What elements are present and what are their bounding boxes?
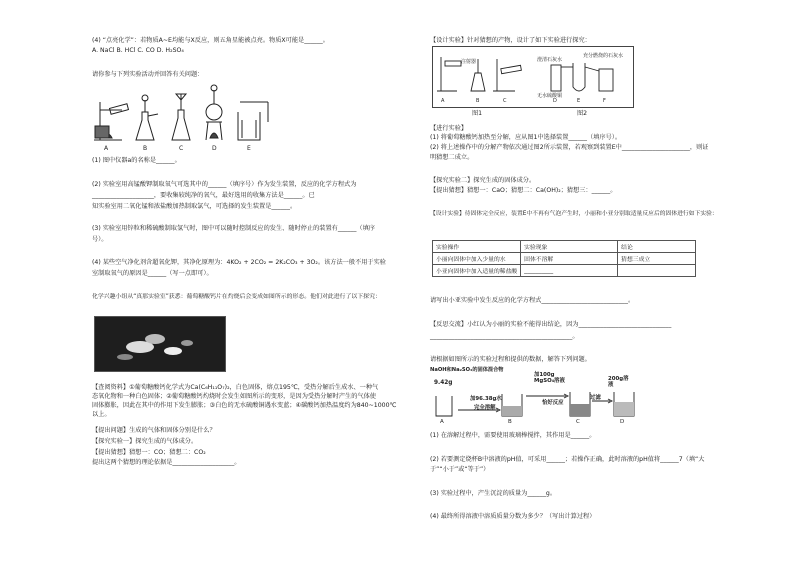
hypothesis-1: 【提出猜想】猜想一：CO；猜想二：CO₂	[92, 449, 206, 456]
explore-2: 【探究实验二】探究生成的固体成分。	[430, 177, 536, 184]
flow-mgso4: 加100g MgSO₄溶液	[534, 372, 565, 384]
question-2-2c: 知实验室用二氧化锰和浓盐酸加热制取氯气，可选择的发生装置是______。	[92, 203, 297, 210]
table-cell: 小丽向固体中加入少量的水	[433, 253, 521, 265]
question-2-3a: (3) 实验室用锌粒和稀硫酸制取氢气时，图中可以随时控制反应的发生、随时停止的装置有______（填序	[92, 225, 375, 232]
question-3-intro: 化学兴趣小组从“真那实验室”获悉：葡萄糖酸钙片在灼烧后会变成如图所示的形态。他们对此进行了以下探究：	[92, 294, 381, 300]
procedure-2a: (2) 将上述操作中的分解产物依次通过图2所示装置，若观察到装置E中______________________，则证	[430, 144, 709, 151]
design-2: 【设计实验】待固体完全反应，装置E中不再有气泡产生时，小丽和小亚分别取适量反应后的固体进行如下实验：	[430, 211, 718, 217]
reference-b: 态氧化物和一种白色固体；②葡萄糖酸钙灼烧时会发生如图所示的变形，是因为受热分解时产生的气体使	[92, 393, 376, 400]
reference-c: 固体膨胀，因此在其中的作用下发生膨胀；③白色的无水硫酸铜遇水变蓝；④碳酸钙加热温度约为840~1000℃	[92, 402, 397, 409]
flow-react: 恰好反应	[542, 400, 564, 406]
label-b: B	[143, 145, 148, 152]
equation-line: 请写出小亚实验中发生反应的化学方程式____________________________。	[430, 297, 635, 304]
fig1-label-a: A	[441, 98, 445, 104]
reflection-b: ______________________________________________。	[430, 333, 579, 340]
calc-question-3: (3) 实验过程中，产生沉淀的质量为______g。	[430, 490, 557, 497]
flow-mass-1: 9.42g	[434, 380, 453, 386]
fig2-label-d: D	[553, 98, 557, 104]
table-header: 结论	[618, 241, 696, 253]
table-cell: 小亚向固体中加入适量的稀盐酸	[433, 265, 521, 277]
question-2-2a: (2) 实验室用高锰酸钾制取氧气可选其中的______（填序号）作为发生装置，反应的化学方程式为	[92, 181, 357, 188]
reference-d: 以上。	[92, 411, 111, 418]
flow-dissolve: 完全溶解	[474, 405, 496, 411]
flow-label-a: A	[440, 419, 444, 424]
flow-filter: 过滤	[590, 395, 601, 401]
fig1-syringe-note: 注射器	[461, 59, 477, 65]
procedure-1: (1) 将葡萄糖酸钙加热至分解，应从图1中选择装置______（填序号）。	[430, 134, 622, 141]
apparatus-b	[136, 95, 158, 140]
calc-question-4: (4) 最终所得溶液中溶质质量分数为多少？（写出计算过程）	[430, 513, 596, 520]
calc-question-2a: (2) 若要测定烧杯B中溶液的pH值，可采用______；若操作正确，此时溶液的pH值将______7（填“大	[430, 456, 705, 463]
fig2-label-f: F	[603, 98, 606, 104]
issue-1: 【提出问题】生成的气体和固体分别是什么？	[92, 427, 216, 434]
label-d: D	[212, 145, 217, 152]
fig2-note-1: 澄清石灰水	[537, 57, 563, 63]
lab-apparatus-figure	[92, 82, 282, 152]
reaction-flow-diagram	[430, 366, 650, 424]
table-cell: 固体不溶解	[521, 253, 618, 265]
question-2-4b: 室制取氧气的原因是______（写一点即可）。	[92, 270, 213, 277]
reflection-a: 【反思交流】小红认为小丽的实验不能得出结论，因为______________________________	[430, 321, 672, 328]
experiment-table	[432, 240, 696, 277]
apparatus-a	[94, 102, 128, 140]
fig2-label-e: E	[577, 98, 581, 104]
design-title: 【设计实验】针对猜想的产物，设计了如下实验进行探究：	[430, 37, 591, 44]
question-2-4a: (4) 某些空气净化剂含超氧化钾，其净化原理为：4KO₂ + 2CO₂ = 2K₂CO₃ + 3O₂。该方法一般不用于实验	[92, 259, 386, 266]
apparatus-c	[172, 94, 190, 140]
table-header: 实验操作	[433, 241, 521, 253]
reference-a: 【查阅资料】①葡萄糖酸钙化学式为Ca(C₆H₁₁O₇)₂，白色固体，熔点195℃，受热分解后生成水、一种气	[92, 384, 379, 391]
label-c: C	[179, 145, 184, 152]
section-intro: 请你参与下列实验活动并回答有关问题：	[92, 71, 204, 78]
table-row	[433, 253, 696, 265]
fig2-note-3: 充分燃烧的石灰水	[583, 53, 624, 59]
table-cell	[618, 265, 696, 277]
table-cell: 猜想三成立	[618, 253, 696, 265]
hypothesis-2: 【提出猜想】猜想一：CaO；猜想二：Ca(OH)₂；猜想三：______。	[430, 187, 617, 194]
beaker-a	[436, 396, 452, 416]
question-2-1: (1) 图中仪器a的名称是______。	[92, 157, 181, 164]
burnt-tablet-photo	[94, 316, 226, 372]
procedure-2b: 明猜想二成立。	[430, 154, 474, 161]
question-4-options: A. NaCl B. HCl C. CO D. H₂SO₄	[92, 47, 184, 54]
fig2-note-2: 无水硫酸铜	[537, 93, 563, 99]
fig2-caption: 图2	[577, 110, 588, 117]
fig1-caption: 图1	[472, 110, 483, 117]
apparatus-d	[206, 85, 222, 140]
table-row	[433, 265, 696, 277]
hypothesis-1-reason: 提出这两个猜想的理论依据是____________________。	[92, 459, 241, 466]
question-2-3b: 号）。	[92, 236, 108, 243]
flow-final: 200g溶液	[608, 376, 629, 388]
calc-question-1: (1) 在溶解过程中，需要使用玻璃棒搅拌，其作用是______。	[430, 432, 596, 439]
table-cell: __________	[521, 265, 618, 277]
question-4: (4) “点亮化学”：若物质A~E均能与X反应，则五角星能被点亮。物质X可能是______。	[92, 37, 329, 44]
flow-label-b: B	[508, 419, 512, 424]
calc-intro: 请根据如图所示的实验过程和提供的数据，解答下列问题。	[430, 356, 591, 363]
flow-top-label: NaOH和Na₂SO₄的固体混合物	[430, 367, 504, 373]
experiment-figures	[432, 46, 634, 108]
flow-label-c: C	[576, 419, 580, 424]
fig1-label-b: B	[476, 98, 480, 104]
flow-label-d: D	[620, 419, 625, 424]
fig1-label-c: C	[503, 98, 507, 104]
procedure-title: 【进行实验】	[430, 125, 468, 132]
question-2-2b: ____________________，要收集较纯净的氧气，最好选用的收集方法是______。已	[92, 192, 315, 199]
explore-1: 【探究实验一】探究生成的气体成分。	[92, 438, 198, 445]
table-header: 实验现象	[521, 241, 618, 253]
flow-add-water: 加96.38g水	[470, 396, 502, 402]
label-e: E	[247, 145, 251, 152]
label-a: A	[104, 145, 109, 152]
apparatus-e	[238, 102, 268, 140]
calc-question-2b: 于”“小于”或“等于”）	[430, 466, 490, 473]
